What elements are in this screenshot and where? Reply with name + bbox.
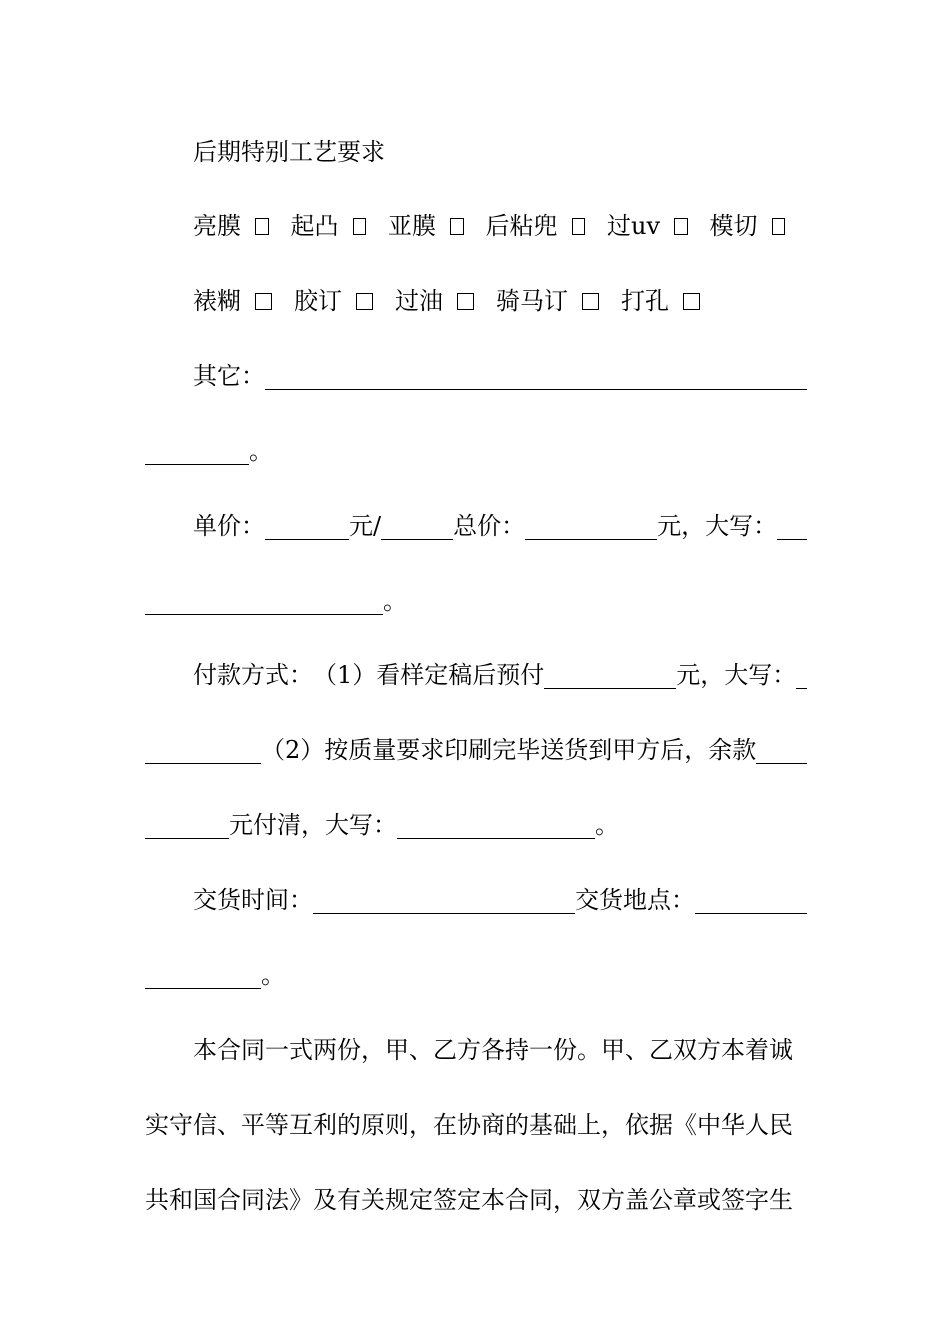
delivery-line-cont [145,955,807,995]
other-line-cont [145,431,807,471]
checkbox[interactable] [772,218,786,235]
delivery-place-blank[interactable] [695,887,807,914]
delivery-time-blank[interactable] [313,887,575,914]
period: 。 [383,587,407,615]
unit-price-label: 单价： [193,512,265,540]
checkbox[interactable] [457,293,474,310]
delivery-time-label: 交货时间： [193,886,313,914]
balance-blank[interactable] [756,737,807,764]
process-options-row-2 [145,281,807,321]
clause-text: 实守信、平等互利的原则，在协商的基础上，依据《中华人民 [145,1111,793,1139]
payment-line-3 [145,805,807,845]
checkbox[interactable] [450,218,464,235]
other-blank[interactable] [265,363,807,390]
payment-line-1 [145,655,807,695]
prepay-daxie-label: 元，大写： [676,661,797,689]
checkbox[interactable] [582,293,599,310]
delivery-line [145,880,807,920]
process-options-row-1 [145,206,807,246]
unit-blank[interactable] [381,513,453,540]
checkbox[interactable] [356,293,373,310]
prepay-daxie-blank[interactable] [796,662,807,689]
clause-text: 共和国合同法》及有关规定签定本合同，双方盖公章或签字生 [145,1186,793,1214]
delivery-place-blank-cont[interactable] [145,962,261,989]
heading-text: 后期特别工艺要求 [193,138,385,166]
other-line [145,356,807,396]
process-label: 裱糊 [193,287,241,315]
process-label: 打孔 [621,287,669,315]
clause-text: 本合同一式两份，甲、乙方各持一份。甲、乙双方本着诚 [193,1036,793,1064]
unit-price-blank[interactable] [265,513,349,540]
clause-line [145,1105,807,1145]
yuan-daxie-label: 元，大写： [657,512,778,540]
balance-daxie-blank[interactable] [397,812,595,839]
other-blank-cont[interactable] [145,438,249,465]
checkbox[interactable] [353,218,367,235]
payment-line-2 [145,730,807,770]
checkbox[interactable] [255,293,272,310]
paid-label: 元付清，大写： [229,811,397,839]
period: 。 [249,437,273,465]
prepay-blank[interactable] [544,662,676,689]
period: 。 [261,961,285,989]
process-label: 亮膜 [193,212,241,240]
process-label: 过油 [395,287,443,315]
balance-blank-cont[interactable] [145,812,229,839]
period: 。 [595,811,619,839]
total-daxie-blank-cont[interactable] [145,588,383,615]
process-label: 骑马订 [496,287,568,315]
checkbox[interactable] [255,218,269,235]
checkbox[interactable] [683,293,700,310]
clause-line [145,1030,807,1070]
total-price-label: 总价： [453,512,526,540]
total-price-blank[interactable] [525,513,657,540]
checkbox[interactable] [674,218,688,235]
process-label: 起凸 [290,212,339,240]
process-label: 亚膜 [388,212,436,240]
process-label: 胶订 [294,287,342,315]
prepay-daxie-blank-cont[interactable] [145,737,261,764]
payment-part2: （2）按质量要求印刷完毕送货到甲方后，余款 [261,736,757,764]
process-label: 过uv [607,212,661,240]
process-label: 模切 [709,212,758,240]
price-line-cont [145,581,807,621]
section-heading [145,132,807,172]
payment-part1: （1）看样定稿后预付 [313,661,545,689]
delivery-place-label: 交货地点： [575,886,695,914]
process-label: 后粘兜 [485,212,558,240]
total-daxie-blank[interactable] [777,513,807,540]
checkbox[interactable] [572,218,586,235]
yuan-per-label: 元/ [349,512,382,540]
other-label: 其它： [193,362,265,390]
payment-label: 付款方式： [193,661,313,689]
clause-line [145,1180,807,1220]
price-line [145,506,807,546]
